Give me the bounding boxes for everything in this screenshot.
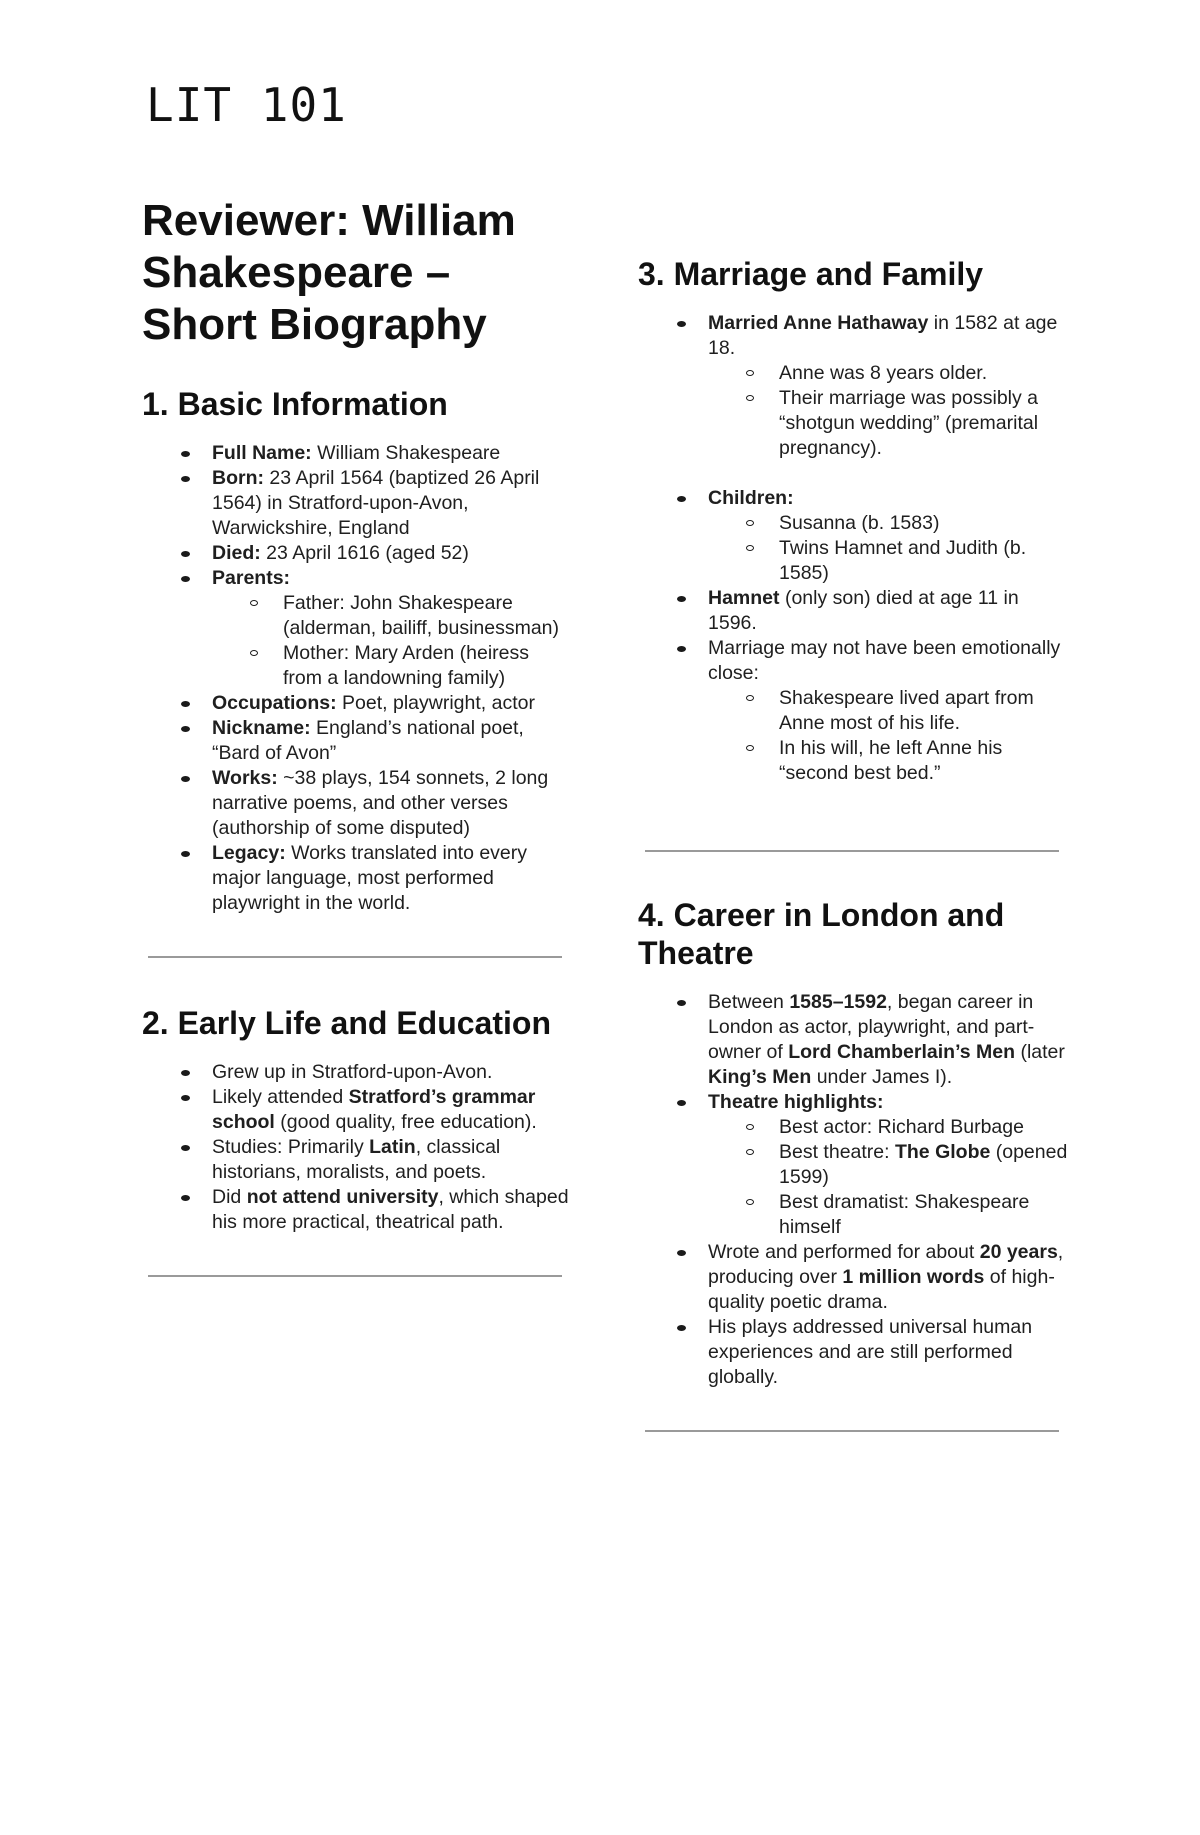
item-text: William Shakespeare xyxy=(311,442,501,464)
item-label: Full Name: xyxy=(212,442,312,464)
right-column xyxy=(638,255,1068,1432)
item-text: Poet, playwright, actor xyxy=(336,692,535,714)
sub-list xyxy=(708,361,1068,461)
bullet-list xyxy=(638,311,1068,786)
item-text: Marriage may not have been emotionally close: xyxy=(708,637,1061,684)
section-divider xyxy=(148,1275,562,1277)
item-text: (only son) died at age 11 in 1596. xyxy=(708,587,1019,634)
item-label: Occupations: xyxy=(212,692,337,714)
section-career xyxy=(638,896,1068,1390)
item-emphasis: King’s Men xyxy=(708,1066,812,1088)
item-text: 23 April 1616 (aged 52) xyxy=(260,542,469,564)
list-item xyxy=(142,766,572,841)
bullet-list xyxy=(142,441,572,916)
course-code: LIT 101 xyxy=(146,78,347,132)
item-emphasis: Stratford’s grammar school xyxy=(212,1086,536,1133)
sub-list-item: In his will, he left Anne his “second best bed.” xyxy=(708,736,1068,786)
item-label: Children: xyxy=(708,487,794,509)
sub-list-item xyxy=(708,1140,1068,1190)
item-label: Works: xyxy=(212,767,278,789)
list-item xyxy=(142,841,572,916)
sub-list-item: Best actor: Richard Burbage xyxy=(708,1115,1068,1140)
list-item xyxy=(142,1185,572,1235)
list-item xyxy=(638,311,1068,461)
item-label: Born: xyxy=(212,467,264,489)
sub-list-item: Best dramatist: Shakespeare himself xyxy=(708,1190,1068,1240)
item-label: Theatre highlights: xyxy=(708,1091,884,1113)
bullet-list xyxy=(638,990,1068,1390)
sub-list xyxy=(708,686,1068,786)
item-text: Works translated into every major language, most performed playwright in the world. xyxy=(212,842,528,914)
section-marriage-family xyxy=(638,255,1068,786)
list-item: His plays addressed universal human experiences and are still performed globally. xyxy=(638,1315,1068,1390)
list-item: Grew up in Stratford-upon-Avon. xyxy=(142,1060,572,1085)
section-early-life xyxy=(142,1004,572,1235)
item-text: Best theatre: xyxy=(779,1141,895,1163)
item-text: 23 April 1564 (baptized 26 April 1564) in Stratford-upon-Avon, Warwickshire, England xyxy=(212,467,540,539)
item-emphasis: The Globe xyxy=(894,1141,991,1163)
list-item xyxy=(638,636,1068,786)
section-divider xyxy=(148,956,562,958)
sub-list-item: Twins Hamnet and Judith (b. 1585) xyxy=(708,536,1068,586)
item-text: Between xyxy=(708,991,790,1013)
document-title: Reviewer: William Shakespeare – Short Biography xyxy=(142,196,516,349)
item-text: in 1582 at age 18. xyxy=(708,312,1058,359)
section-divider xyxy=(645,1430,1059,1432)
sub-list-item: Mother: Mary Arden (heiress from a landowning family) xyxy=(212,641,572,691)
item-text: Did xyxy=(212,1186,247,1208)
item-text: Wrote and performed for about xyxy=(708,1241,980,1263)
item-text: England’s national poet, “Bard of Avon” xyxy=(212,717,524,764)
item-text: , producing over xyxy=(708,1241,1064,1288)
item-text: Studies: Primarily xyxy=(212,1136,370,1158)
item-text: (opened 1599) xyxy=(779,1141,1068,1188)
item-text: (later xyxy=(1015,1041,1065,1063)
list-item xyxy=(638,990,1068,1090)
list-item xyxy=(142,691,572,716)
item-emphasis: Lord Chamberlain’s Men xyxy=(788,1041,1016,1063)
section-heading: 1. Basic Information xyxy=(142,386,448,422)
item-label: Legacy: xyxy=(212,842,286,864)
item-text: , which shaped his more practical, theatrical path. xyxy=(212,1186,569,1233)
item-emphasis: 1 million words xyxy=(842,1266,985,1288)
item-emphasis: not attend university xyxy=(246,1186,439,1208)
item-emphasis: 20 years xyxy=(979,1241,1058,1263)
item-text: (good quality, free education). xyxy=(274,1111,537,1133)
list-item xyxy=(142,1135,572,1185)
item-label: Nickname: xyxy=(212,717,311,739)
list-item xyxy=(142,441,572,466)
item-emphasis: Hamnet xyxy=(708,587,780,609)
sub-list-item: Susanna (b. 1583) xyxy=(708,511,1068,536)
sub-list xyxy=(212,591,572,691)
sub-list-item: Anne was 8 years older. xyxy=(708,361,1068,386)
section-heading: 3. Marriage and Family xyxy=(638,256,984,292)
item-text: ~38 plays, 154 sonnets, 2 long narrative poems, and other verses (authorship of some disputed) xyxy=(212,767,549,839)
list-item xyxy=(142,1085,572,1135)
sub-list-item: Father: John Shakespeare (alderman, bailiff, businessman) xyxy=(212,591,572,641)
section-heading: 2. Early Life and Education xyxy=(142,1005,551,1041)
left-column xyxy=(142,195,572,1277)
list-item xyxy=(142,466,572,541)
item-label: Parents: xyxy=(212,567,291,589)
section-basic-information xyxy=(142,385,572,916)
sub-list xyxy=(708,1115,1068,1240)
list-item xyxy=(142,716,572,766)
item-text: , began career in London as actor, playwright, and part-owner of xyxy=(708,991,1035,1063)
item-text: , classical historians, moralists, and poets. xyxy=(212,1136,501,1183)
section-divider xyxy=(645,850,1059,852)
section-heading: 4. Career in London and Theatre xyxy=(638,897,1005,971)
bullet-list xyxy=(142,1060,572,1235)
item-text: of high-quality poetic drama. xyxy=(708,1266,1055,1313)
list-item xyxy=(142,541,572,566)
list-item xyxy=(638,1240,1068,1315)
sub-list xyxy=(708,511,1068,586)
item-text: under James I). xyxy=(811,1066,953,1088)
item-emphasis: Latin xyxy=(369,1136,416,1158)
list-item xyxy=(638,586,1068,636)
item-emphasis: 1585–1592 xyxy=(789,991,887,1013)
item-text: Likely attended xyxy=(212,1086,349,1108)
sub-list-item: Shakespeare lived apart from Anne most of his life. xyxy=(708,686,1068,736)
list-item xyxy=(142,566,572,691)
sub-list-item: Their marriage was possibly a “shotgun wedding” (premarital pregnancy). xyxy=(708,386,1068,461)
item-label: Died: xyxy=(212,542,261,564)
list-item xyxy=(638,1090,1068,1240)
item-emphasis: Married Anne Hathaway xyxy=(708,312,929,334)
list-item xyxy=(638,486,1068,586)
